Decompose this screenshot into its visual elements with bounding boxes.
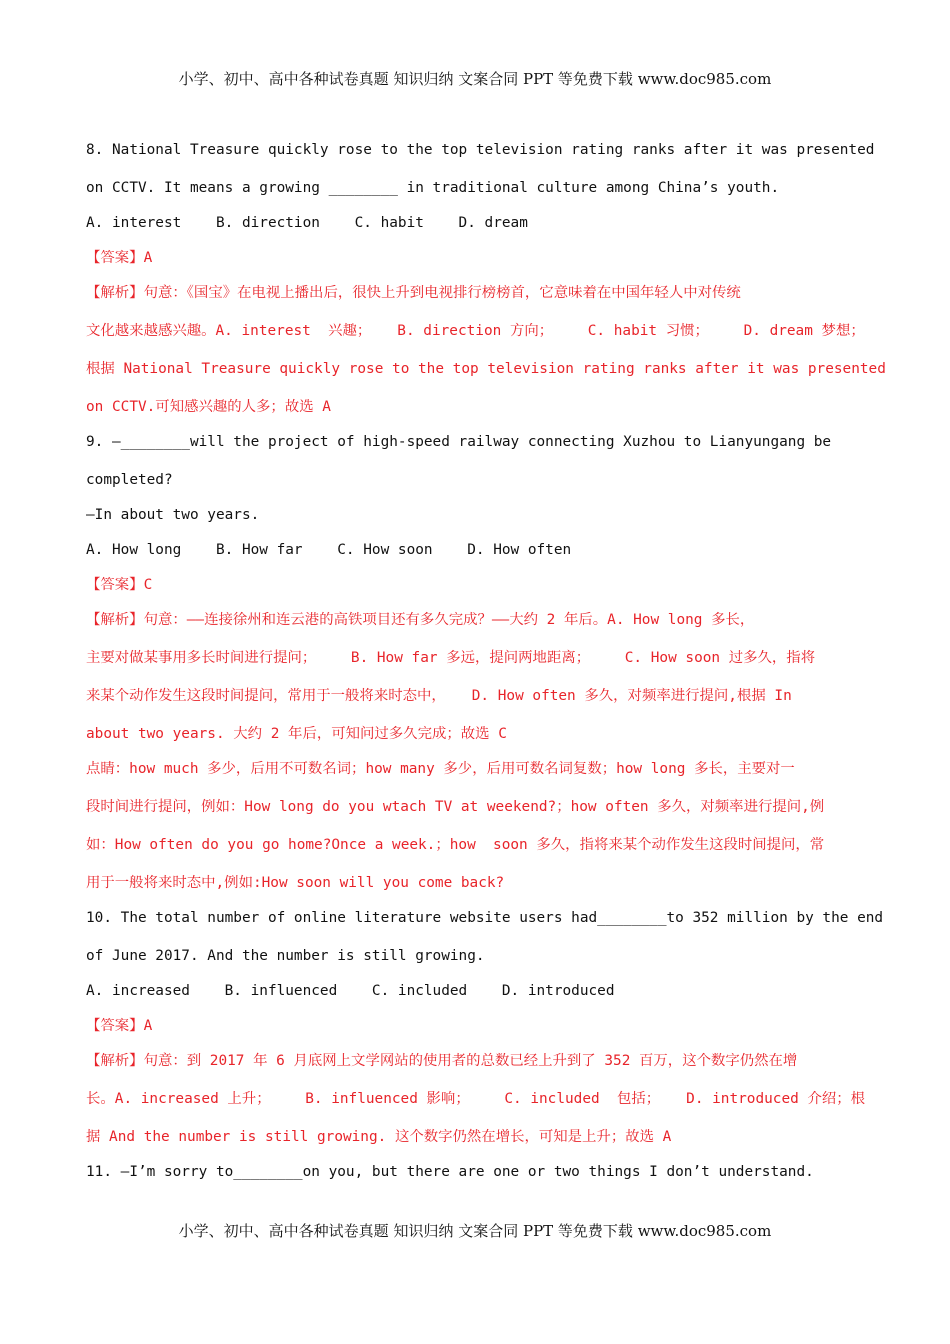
- q10-line-2: of June 2017. And the number is still growing.: [86, 948, 485, 964]
- q11-line-1: 11. —I’m sorry to________on you, but there are one or two things I don’t understand.: [86, 1164, 814, 1180]
- q10-analysis-3: 据 And the number is still growing. 这个数字仍然在增长，可知是上升；故选 A: [86, 1129, 672, 1145]
- q8-analysis-3: 根据 National Treasure quickly rose to the top television rating ranks after it was presented: [86, 361, 886, 377]
- q8-line-2: on CCTV. It means a growing ________ in traditional culture among China’s youth.: [86, 180, 780, 196]
- page-header: 小学、初中、高中各种试卷真题 知识归纳 文案合同 PPT 等免费下载 www.doc985.com: [178, 70, 772, 88]
- q9-line-3: —In about two years.: [86, 507, 260, 523]
- q9-answer: 【答案】C: [86, 577, 153, 593]
- q9-analysis-1: 【解析】句意：——连接徐州和连云港的高铁项目还有多久完成？——大约 2 年后。A. How long 多长，: [86, 612, 755, 628]
- q9-tip-4: 用于一般将来时态中,例如:How soon will you come back?: [86, 875, 505, 891]
- q8-options: A. interest B. direction C. habit D. dream: [86, 215, 528, 231]
- q9-analysis-2: 主要对做某事用多长时间进行提问； B. How far 多远，提问两地距离； C. How soon 过多久，指将: [86, 650, 816, 666]
- q9-tip-1: 点睛：how much 多少，后用不可数名词；how many 多少，后用可数名词复数；how long 多长，主要对一: [86, 761, 795, 777]
- q8-analysis-4: on CCTV.可知感兴趣的人多；故选 A: [86, 399, 331, 415]
- q9-analysis-4: about two years. 大约 2 年后，可知问过多久完成；故选 C: [86, 726, 507, 742]
- q9-line-2: completed?: [86, 472, 173, 488]
- q10-answer: 【答案】A: [86, 1018, 153, 1034]
- q9-tip-2: 段时间进行提问，例如：How long do you wtach TV at weekend?；how often 多久，对频率进行提问,例: [86, 799, 825, 815]
- q10-line-1: 10. The total number of online literature website users had________to 352 million by the end: [86, 910, 884, 926]
- q9-tip-3: 如：How often do you go home?Once a week.；how soon 多久，指将来某个动作发生这段时间提问，常: [86, 837, 825, 853]
- q10-analysis-2: 长。A. increased 上升； B. influenced 影响； C. included 包括； D. introduced 介绍；根: [86, 1091, 866, 1107]
- q8-analysis-1: 【解析】句意：《国宝》在电视上播出后，很快上升到电视排行榜榜首，它意味着在中国年轻人中对传统: [86, 285, 741, 301]
- q9-analysis-3: 来某个动作发生这段时间提问，常用于一般将来时态中， D. How often 多久，对频率进行提问,根据 In: [86, 688, 792, 704]
- page-footer: 小学、初中、高中各种试卷真题 知识归纳 文案合同 PPT 等免费下载 www.doc985.com: [178, 1222, 772, 1240]
- document-body: [86, 140, 886, 1182]
- q9-options: A. How long B. How far C. How soon D. How often: [86, 542, 572, 558]
- q10-options: A. increased B. influenced C. included D. introduced: [86, 983, 615, 999]
- q9-line-1: 9. —________will the project of high-speed railway connecting Xuzhou to Lianyungang be: [86, 434, 832, 450]
- q8-analysis-2: 文化越来越感兴趣。A. interest 兴趣； B. direction 方向； C. habit 习惯； D. dream 梦想；: [86, 323, 865, 339]
- q10-analysis-1: 【解析】句意：到 2017 年 6 月底网上文学网站的使用者的总数已经上升到了 352 百万，这个数字仍然在增: [86, 1053, 798, 1069]
- q8-line-1: 8. National Treasure quickly rose to the top television rating ranks after it was presented: [86, 142, 875, 158]
- q8-answer: 【答案】A: [86, 250, 153, 266]
